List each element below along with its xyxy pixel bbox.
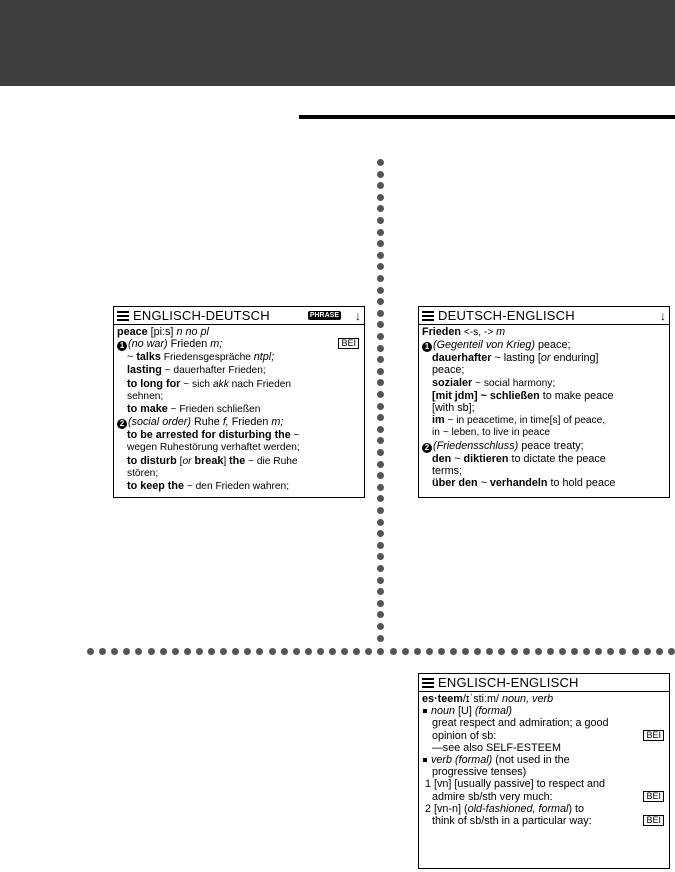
divider-dot	[377, 461, 384, 468]
phrase: break	[191, 454, 224, 467]
divider-dot	[462, 648, 469, 655]
phrase: to long for	[127, 377, 181, 390]
example-2	[422, 377, 666, 390]
example-1-cont: peace;	[432, 364, 465, 377]
divider-dot	[377, 159, 384, 166]
screen-title: ENGLISCH-ENGLISCH	[438, 675, 579, 690]
sub-number: 1	[425, 778, 432, 791]
phrase: [mit jdm] ~ schließen	[432, 389, 540, 402]
example-talks	[117, 351, 361, 364]
divider-dot	[377, 635, 384, 642]
divider-dot	[123, 648, 130, 655]
translation: to hold peace	[547, 477, 616, 490]
text: ~	[451, 452, 464, 465]
divider-dot	[402, 648, 409, 655]
divider-dot	[365, 648, 372, 655]
divider-dot	[571, 648, 578, 655]
sense-number-1-icon: 1	[117, 341, 127, 351]
pronunciation: [piːs]	[147, 326, 177, 338]
divider-dot	[656, 648, 663, 655]
divider-dot	[619, 648, 626, 655]
screen-header	[114, 307, 364, 325]
example-5	[422, 453, 666, 465]
phrase: to disturb	[127, 454, 177, 467]
scroll-down-icon: ↓	[660, 308, 666, 323]
divider-dot	[135, 648, 142, 655]
sense-2	[422, 440, 666, 453]
example-make	[117, 403, 361, 416]
divider-dot	[377, 519, 384, 526]
bei-badge: BEI	[643, 730, 664, 741]
example-long-for-cont: sehnen;	[127, 390, 164, 402]
divider-dot	[377, 368, 384, 375]
entry-body	[114, 325, 364, 494]
menu-icon	[422, 311, 434, 321]
divider-dot	[547, 648, 554, 655]
divider-dot	[293, 648, 300, 655]
divider-dot	[377, 437, 384, 444]
translation: ~ dauerhafter Frieden;	[161, 365, 266, 377]
example-keep	[117, 480, 361, 493]
sense-text: Frieden	[167, 338, 211, 351]
divider-dot	[414, 648, 421, 655]
divider-dot	[377, 530, 384, 537]
phrase: über den	[432, 477, 478, 490]
translation: ~ sich	[180, 378, 213, 390]
divider-dot	[668, 648, 675, 655]
phrase: talks	[136, 351, 161, 364]
divider-dot	[353, 648, 360, 655]
sub-number: 2	[425, 802, 432, 815]
definition: ) to	[568, 802, 585, 815]
text: ~	[477, 477, 490, 490]
sense-number-2-icon: 2	[117, 419, 127, 429]
divider-dot	[377, 356, 384, 363]
divider-dot	[377, 449, 384, 456]
sense-label: (social order)	[128, 416, 191, 429]
headword: Frieden	[422, 326, 461, 338]
divider-dot	[377, 298, 384, 305]
divider-dot	[377, 194, 384, 201]
divider-dot	[172, 648, 179, 655]
example-5-cont: terms;	[432, 464, 462, 477]
bei-badge: BEI	[338, 338, 359, 349]
phrase: lasting	[127, 364, 162, 377]
divider-dot	[377, 611, 384, 618]
phrase: diktieren	[463, 452, 509, 465]
divider-dot	[377, 507, 384, 514]
pronunciation: /ɪˈstiːm/	[462, 693, 503, 705]
divider-dot	[220, 648, 227, 655]
grammar: [U]	[455, 705, 475, 718]
divider-dot	[377, 182, 384, 189]
gender: f,	[222, 416, 229, 429]
divider-dot	[523, 648, 530, 655]
bullet-square-icon	[423, 758, 427, 762]
example-lasting	[117, 364, 361, 377]
entry-body	[419, 325, 669, 490]
phrase: to keep the	[127, 480, 184, 493]
menu-icon	[117, 311, 129, 321]
divider-dot	[377, 252, 384, 259]
sense-1	[117, 338, 361, 351]
text: or	[182, 455, 192, 467]
definition: [vn] [usually passive] to respect and	[431, 778, 606, 791]
sense-label: (Gegenteil von Krieg)	[433, 339, 536, 352]
definition: [vn-n] (	[431, 802, 468, 815]
divider-dot	[377, 171, 384, 178]
sense-number-2-icon: 2	[422, 443, 432, 453]
text: ~	[127, 351, 137, 364]
phrase-badge: PHRASE	[309, 312, 339, 319]
text: ]	[223, 455, 229, 467]
translation: ~ social harmony;	[472, 377, 556, 389]
gender: m;	[210, 338, 223, 351]
entry-head	[117, 326, 361, 338]
divider-dot	[305, 648, 312, 655]
phrase: verhandeln	[489, 477, 548, 490]
divider-dot	[208, 648, 215, 655]
divider-dot	[184, 648, 191, 655]
phrase: im	[432, 414, 445, 427]
divider-dot	[256, 648, 263, 655]
screen-englisch-deutsch	[113, 306, 365, 498]
divider-dot	[377, 553, 384, 560]
divider-dot	[377, 310, 384, 317]
gender: m	[496, 326, 506, 338]
divider-dot	[377, 240, 384, 247]
screen-englisch-englisch	[418, 673, 670, 869]
example-disturb	[117, 455, 361, 468]
divider-dot	[377, 229, 384, 236]
noun-def: great respect and admiration; a good	[432, 717, 609, 730]
example-4-cont: in ~ leben, to live in peace	[432, 427, 551, 439]
example-3-cont: [with sb];	[432, 402, 475, 415]
menu-icon	[422, 678, 434, 688]
headword: es·teem	[422, 693, 463, 705]
divider-dot	[377, 484, 384, 491]
divider-dot	[377, 565, 384, 572]
divider-dot	[377, 648, 384, 655]
divider-dot	[450, 648, 457, 655]
sense-label: noun	[431, 705, 456, 718]
sense-text: peace treaty;	[518, 439, 584, 452]
divider-dot	[390, 648, 397, 655]
divider-dot	[377, 426, 384, 433]
divider-dot	[595, 648, 602, 655]
divider-dot	[281, 648, 288, 655]
phrase: to be arrested for disturbing the	[127, 429, 291, 442]
divider-dot	[329, 648, 336, 655]
verb-sub-2	[422, 803, 666, 815]
scroll-down-icon: ↓	[355, 308, 361, 323]
divider-dot	[377, 391, 384, 398]
sense-number-1-icon: 1	[422, 342, 432, 352]
divider-dot	[644, 648, 651, 655]
definition: admire sb/sth very much:	[432, 790, 553, 803]
translation: enduring]	[550, 352, 599, 365]
phrase: the	[229, 454, 246, 467]
divider-dot	[377, 588, 384, 595]
register: old-fashioned, formal	[467, 802, 569, 815]
divider-dot	[632, 648, 639, 655]
translation: nach Frieden	[228, 378, 292, 390]
translation: ~ lasting [	[491, 352, 541, 365]
divider-dot	[377, 275, 384, 282]
divider-dot	[377, 379, 384, 386]
divider-dot	[111, 648, 118, 655]
example-arrested-cont: wegen Ruhestörung verhaftet werden;	[127, 442, 300, 454]
divider-dot	[377, 623, 384, 630]
bullet-square-icon	[423, 709, 427, 713]
translation: Friedensgespräche	[160, 352, 254, 364]
divider-dot	[377, 321, 384, 328]
divider-dot	[498, 648, 505, 655]
divider-dot	[377, 577, 384, 584]
screen-header	[419, 307, 669, 325]
example-4	[422, 414, 666, 427]
text: [	[176, 455, 183, 467]
bei-badge: BEI	[643, 791, 664, 802]
divider-dot	[426, 648, 433, 655]
divider-dot	[269, 648, 276, 655]
entry-head	[422, 326, 666, 339]
entry-body	[419, 692, 669, 828]
definition: opinion of sb:	[432, 729, 497, 742]
phrase: den	[432, 452, 452, 465]
part-of-speech: noun, verb	[502, 693, 554, 705]
divider-dot	[474, 648, 481, 655]
section-rule	[299, 115, 675, 119]
divider-dot	[377, 205, 384, 212]
divider-dot	[377, 495, 384, 502]
divider-dot	[377, 542, 384, 549]
translation: ~ Frieden schließen	[167, 404, 261, 416]
entry-head	[422, 693, 666, 705]
divider-dot	[535, 648, 542, 655]
divider-dot	[607, 648, 614, 655]
sense-text: peace;	[535, 339, 571, 352]
divider-dot	[438, 648, 445, 655]
verb-sub-2-cont	[422, 815, 666, 827]
divider-dot	[377, 287, 384, 294]
divider-dot	[377, 403, 384, 410]
headword: peace	[117, 326, 148, 338]
divider-dot	[341, 648, 348, 655]
phrase: to make	[127, 403, 168, 416]
grammar: <-s, ->	[461, 327, 497, 338]
sense-label: (Friedensschluss)	[433, 439, 519, 452]
divider-dot	[377, 345, 384, 352]
screen-title: ENGLISCH-DEUTSCH	[133, 308, 270, 323]
phrase: sozialer	[432, 376, 473, 389]
divider-dot	[486, 648, 493, 655]
phrase: dauerhafter	[432, 352, 492, 365]
screen-title: DEUTSCH-ENGLISCH	[438, 308, 575, 323]
divider-dot	[244, 648, 251, 655]
sense-label: (no war)	[128, 338, 168, 351]
translation: to dictate the peace	[508, 452, 606, 465]
divider-dot	[559, 648, 566, 655]
example-1	[422, 352, 666, 364]
sense-label: verb	[431, 754, 453, 767]
screen-deutsch-englisch	[418, 306, 670, 498]
translation: ~ den Frieden wahren;	[184, 481, 290, 493]
divider-dot	[377, 333, 384, 340]
see-also: —see also SELF-ESTEEM	[432, 741, 562, 754]
example-arrested	[117, 429, 361, 442]
example-long-for	[117, 378, 361, 391]
register: (formal)	[474, 705, 513, 718]
divider-dot	[583, 648, 590, 655]
note: (not used in the	[492, 754, 570, 767]
verb-sense	[422, 754, 666, 766]
noun-sense	[422, 705, 666, 717]
definition: think of sb/sth in a particular way:	[432, 815, 592, 828]
gender: m;	[271, 416, 284, 429]
register: (formal)	[452, 754, 493, 767]
grammar: akk	[212, 378, 229, 390]
divider-dot	[377, 217, 384, 224]
sense-text: Ruhe	[191, 416, 223, 429]
divider-dot	[377, 414, 384, 421]
translation: to make peace	[539, 389, 614, 402]
top-band	[0, 0, 675, 86]
screen-header	[419, 674, 669, 692]
text: ~	[290, 430, 300, 442]
divider-dot	[99, 648, 106, 655]
divider-dot	[377, 472, 384, 479]
example-disturb-cont: stören;	[127, 467, 159, 479]
gender: ntpl;	[253, 351, 275, 364]
sense-1	[422, 339, 666, 352]
sense-2	[117, 416, 361, 429]
part-of-speech: n no pl	[176, 326, 209, 338]
divider-dot	[87, 648, 94, 655]
translation: ~ die Ruhe	[245, 455, 298, 467]
divider-dot	[377, 600, 384, 607]
divider-dot	[196, 648, 203, 655]
verb-sub-1-cont	[422, 791, 666, 803]
bei-badge: BEI	[643, 815, 664, 826]
verb-note-cont: progressive tenses)	[432, 766, 527, 779]
example-6	[422, 477, 666, 489]
text: or	[540, 352, 551, 365]
noun-def-cont	[422, 730, 666, 742]
sense-text: Frieden	[228, 416, 272, 429]
divider-dot	[317, 648, 324, 655]
divider-dot	[377, 263, 384, 270]
translation: ~ in peacetime, in time[s] of peace,	[444, 415, 606, 427]
divider-dot	[232, 648, 239, 655]
verb-sub-1	[422, 778, 666, 790]
divider-dot	[160, 648, 167, 655]
divider-dot	[148, 648, 155, 655]
divider-dot	[511, 648, 518, 655]
example-3	[422, 390, 666, 402]
